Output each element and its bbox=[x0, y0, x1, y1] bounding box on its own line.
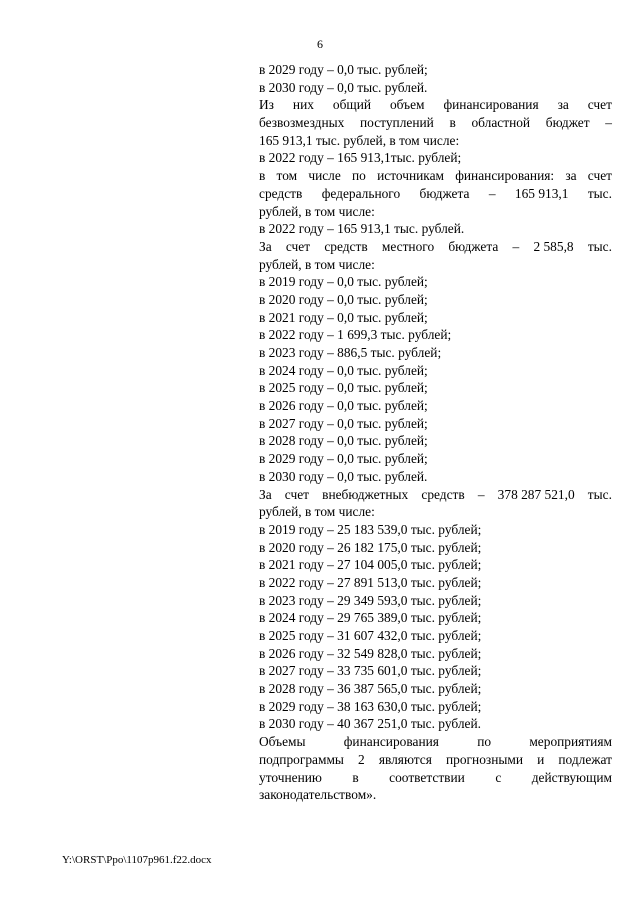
word: соответствии bbox=[389, 769, 465, 785]
text-line bbox=[259, 733, 612, 751]
word: мероприятиям bbox=[529, 734, 612, 750]
word: финансирования: bbox=[455, 168, 555, 184]
text-line bbox=[259, 96, 612, 114]
word: том bbox=[276, 168, 298, 184]
word: счет bbox=[587, 168, 612, 184]
text-line: в 2024 году – 0,0 тыс. рублей; bbox=[259, 362, 428, 378]
word: в bbox=[449, 115, 456, 131]
text-line: в 2026 году – 32 549 828,0 тыс. рублей; bbox=[259, 645, 482, 661]
word: – bbox=[512, 238, 520, 254]
word: бюджета bbox=[419, 185, 470, 201]
text-line: в 2023 году – 29 349 593,0 тыс. рублей; bbox=[259, 592, 482, 608]
text-line: в 2021 году – 27 104 005,0 тыс. рублей; bbox=[259, 557, 482, 573]
text-line: в 2029 году – 0,0 тыс. рублей; bbox=[259, 451, 428, 467]
word: по bbox=[352, 168, 366, 184]
word: в bbox=[259, 168, 266, 184]
word: по bbox=[477, 734, 492, 750]
text-line: 165 913,1 тыс. рублей, в том числе: bbox=[259, 132, 460, 148]
word: источникам bbox=[377, 168, 445, 184]
word: средств bbox=[259, 185, 303, 201]
word: счет bbox=[284, 486, 309, 502]
word: за bbox=[565, 168, 577, 184]
text-line: в 2020 году – 0,0 тыс. рублей; bbox=[259, 291, 428, 307]
word: в bbox=[352, 769, 359, 785]
word: числе bbox=[308, 168, 341, 184]
word: 165 913,1 bbox=[514, 185, 569, 201]
text-line bbox=[259, 114, 612, 132]
word: Из bbox=[259, 97, 274, 113]
text-line: в 2027 году – 33 735 601,0 тыс. рублей; bbox=[259, 663, 482, 679]
text-line: в 2022 году – 27 891 513,0 тыс. рублей; bbox=[259, 574, 482, 590]
word: тыс. bbox=[587, 185, 612, 201]
word: тыс. bbox=[587, 486, 612, 502]
text-line: в 2024 году – 29 765 389,0 тыс. рублей; bbox=[259, 610, 482, 626]
page-number: 6 bbox=[317, 37, 323, 51]
word: уточнению bbox=[259, 769, 322, 785]
word: общий bbox=[332, 97, 372, 113]
word: Объемы bbox=[259, 734, 306, 750]
word: за bbox=[557, 97, 569, 113]
text-line: в 2027 году – 0,0 тыс. рублей; bbox=[259, 415, 428, 431]
text-line: рублей, в том числе: bbox=[259, 256, 375, 272]
word: финансирования bbox=[343, 734, 439, 750]
text-line: в 2026 году – 0,0 тыс. рублей; bbox=[259, 398, 428, 414]
word: 2 bbox=[358, 751, 365, 767]
word: бюджет bbox=[545, 115, 590, 131]
word: объем bbox=[389, 97, 425, 113]
text-line: законодательством». bbox=[259, 787, 377, 803]
word: – bbox=[605, 115, 612, 131]
word: безвозмездных bbox=[259, 115, 345, 131]
text-line bbox=[259, 751, 612, 769]
word: внебюджетных bbox=[322, 486, 409, 502]
text-line: в 2019 году – 25 183 539,0 тыс. рублей; bbox=[259, 521, 482, 537]
text-line: в 2019 году – 0,0 тыс. рублей; bbox=[259, 274, 428, 290]
word: За bbox=[259, 486, 272, 502]
word: являются bbox=[378, 751, 432, 767]
text-line bbox=[259, 238, 612, 256]
text-line: в 2030 году – 40 367 251,0 тыс. рублей. bbox=[259, 716, 481, 732]
text-line: рублей, в том числе: bbox=[259, 504, 375, 520]
text-line: в 2028 году – 36 387 565,0 тыс. рублей; bbox=[259, 681, 482, 697]
word: поступлений bbox=[360, 115, 434, 131]
word: За bbox=[259, 238, 272, 254]
word: тыс. bbox=[587, 238, 612, 254]
text-line: в 2030 году – 0,0 тыс. рублей. bbox=[259, 79, 428, 95]
text-line: в 2029 году – 38 163 630,0 тыс. рублей; bbox=[259, 698, 482, 714]
text-line: в 2029 году – 0,0 тыс. рублей; bbox=[259, 62, 428, 77]
text-line: рублей, в том числе: bbox=[259, 203, 375, 219]
text-line bbox=[259, 769, 612, 787]
word: 378 287 521,0 bbox=[497, 486, 575, 502]
text-line: в 2020 году – 26 182 175,0 тыс. рублей; bbox=[259, 539, 482, 555]
word: – bbox=[477, 486, 485, 502]
text-line: в 2022 году – 165 913,1 тыс. рублей. bbox=[259, 221, 465, 237]
word: местного bbox=[381, 238, 435, 254]
footer-file-path: Y:\ORST\Ppo\1107p961.f22.docx bbox=[62, 854, 212, 866]
word: финансирования bbox=[443, 97, 539, 113]
text-line: в 2025 году – 0,0 тыс. рублей; bbox=[259, 380, 428, 396]
word: 2 585,8 bbox=[533, 238, 574, 254]
text-line: в 2022 году – 1 699,3 тыс. рублей; bbox=[259, 327, 452, 343]
word: областной bbox=[471, 115, 531, 131]
word: средств bbox=[421, 486, 465, 502]
word: прогнозными bbox=[446, 751, 524, 767]
text-line: в 2028 году – 0,0 тыс. рублей; bbox=[259, 433, 428, 449]
text-line bbox=[259, 486, 612, 504]
word: и bbox=[537, 751, 545, 767]
word: счет bbox=[285, 238, 311, 254]
text-line bbox=[259, 167, 612, 185]
text-line: в 2021 году – 0,0 тыс. рублей; bbox=[259, 309, 428, 325]
text-line bbox=[259, 185, 612, 203]
text-line: в 2025 году – 31 607 432,0 тыс. рублей; bbox=[259, 628, 482, 643]
word: счет bbox=[587, 97, 612, 113]
word: них bbox=[292, 97, 314, 113]
word: – bbox=[488, 185, 496, 201]
document-body bbox=[259, 61, 612, 804]
text-line: в 2022 году – 165 913,1тыс. рублей; bbox=[259, 150, 462, 166]
word: подпрограммы bbox=[259, 751, 344, 767]
text-line: в 2030 году – 0,0 тыс. рублей. bbox=[259, 468, 428, 484]
word: федерального bbox=[321, 185, 401, 201]
text-line: в 2023 году – 886,5 тыс. рублей; bbox=[259, 345, 442, 360]
word: средств bbox=[324, 238, 368, 254]
word: с bbox=[495, 769, 502, 785]
word: подлежат bbox=[558, 751, 612, 767]
word: бюджета bbox=[448, 238, 499, 254]
word: действующим bbox=[531, 769, 612, 785]
